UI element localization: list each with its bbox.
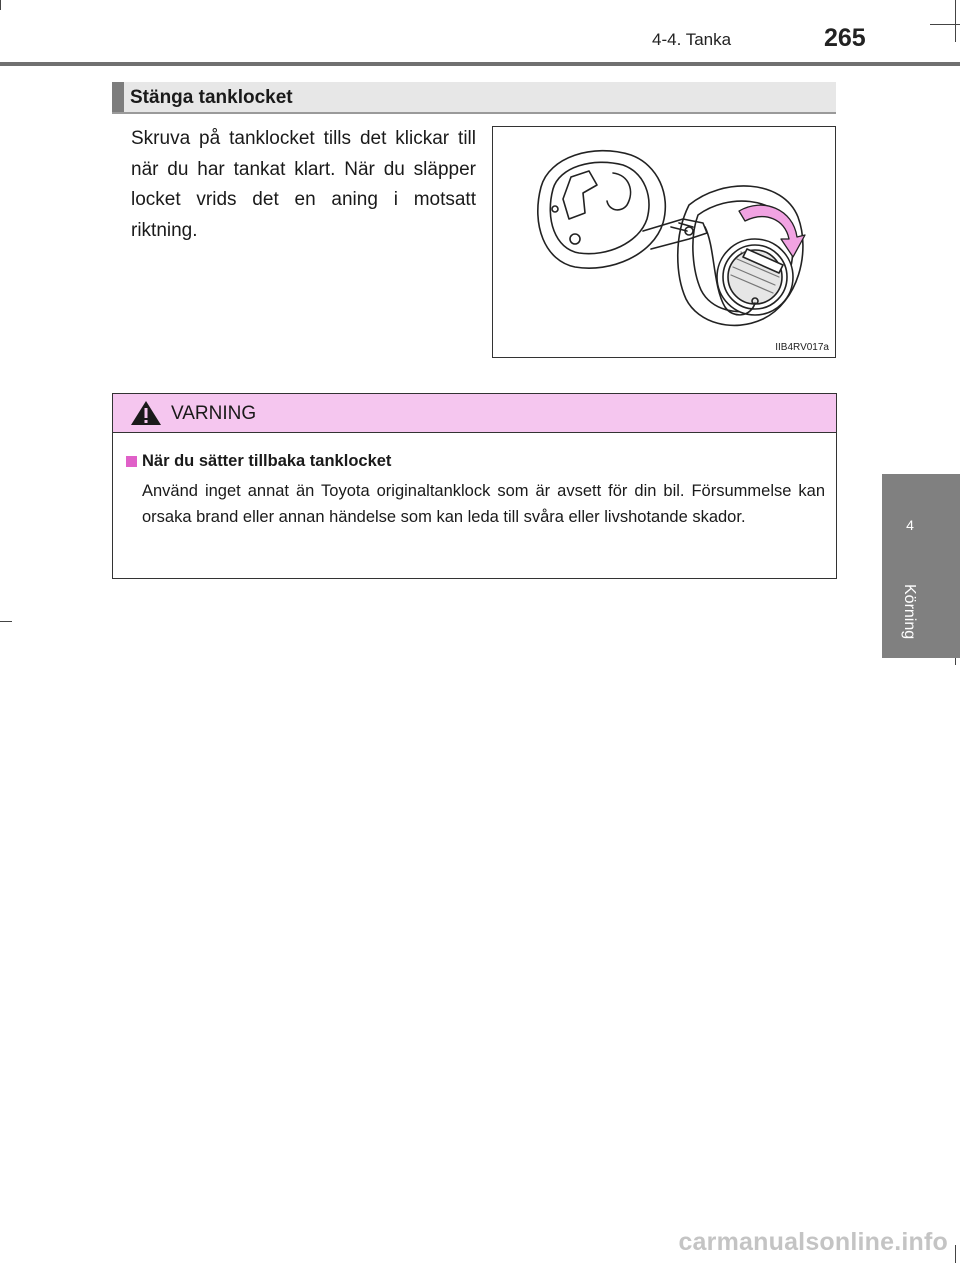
chapter-side-tab: [882, 474, 960, 658]
chapter-number: 4: [906, 517, 914, 533]
crop-mark-mid-left-h: [0, 621, 12, 622]
section-title: Stänga tanklocket: [130, 87, 293, 108]
header-rule: [0, 62, 960, 66]
crop-mark-bottom-right-v: [955, 1245, 956, 1263]
running-header-section: 4-4. Tanka: [652, 30, 732, 49]
watermark: carmanualsonline.info: [678, 1228, 948, 1256]
title-accent: [112, 82, 124, 112]
warning-subheading: När du sätter tillbaka tanklocket: [142, 452, 392, 470]
warning-header: [113, 394, 836, 433]
instruction-text: Skruva på tanklocket tills det klickar till när du har tankat klart. När du släpper locket vrids det en aning i motsatt riktning.: [131, 128, 476, 241]
warning-heading: VARNING: [171, 403, 257, 424]
section-title-bar: [112, 82, 836, 114]
bullet-square-icon: [126, 456, 137, 467]
warning-triangle-icon: [129, 399, 163, 427]
crop-mark-top-left-v: [0, 0, 1, 10]
fuel-cap-illustration-icon: [493, 127, 835, 357]
warning-text: Använd inget annat än Toyota originaltanklock som är avsett för din bil. Försummelse kan orsaka brand eller annan händelse som kan leda till svåra eller livshotande skador.: [142, 482, 825, 526]
figure-code: IIB4RV017a: [775, 342, 829, 353]
chapter-label: Körning: [901, 584, 918, 640]
crop-mark-top-right-v: [955, 0, 956, 42]
warning-box: [112, 393, 837, 579]
page-number: 265: [824, 24, 866, 52]
fuel-cap-figure: [492, 126, 836, 358]
